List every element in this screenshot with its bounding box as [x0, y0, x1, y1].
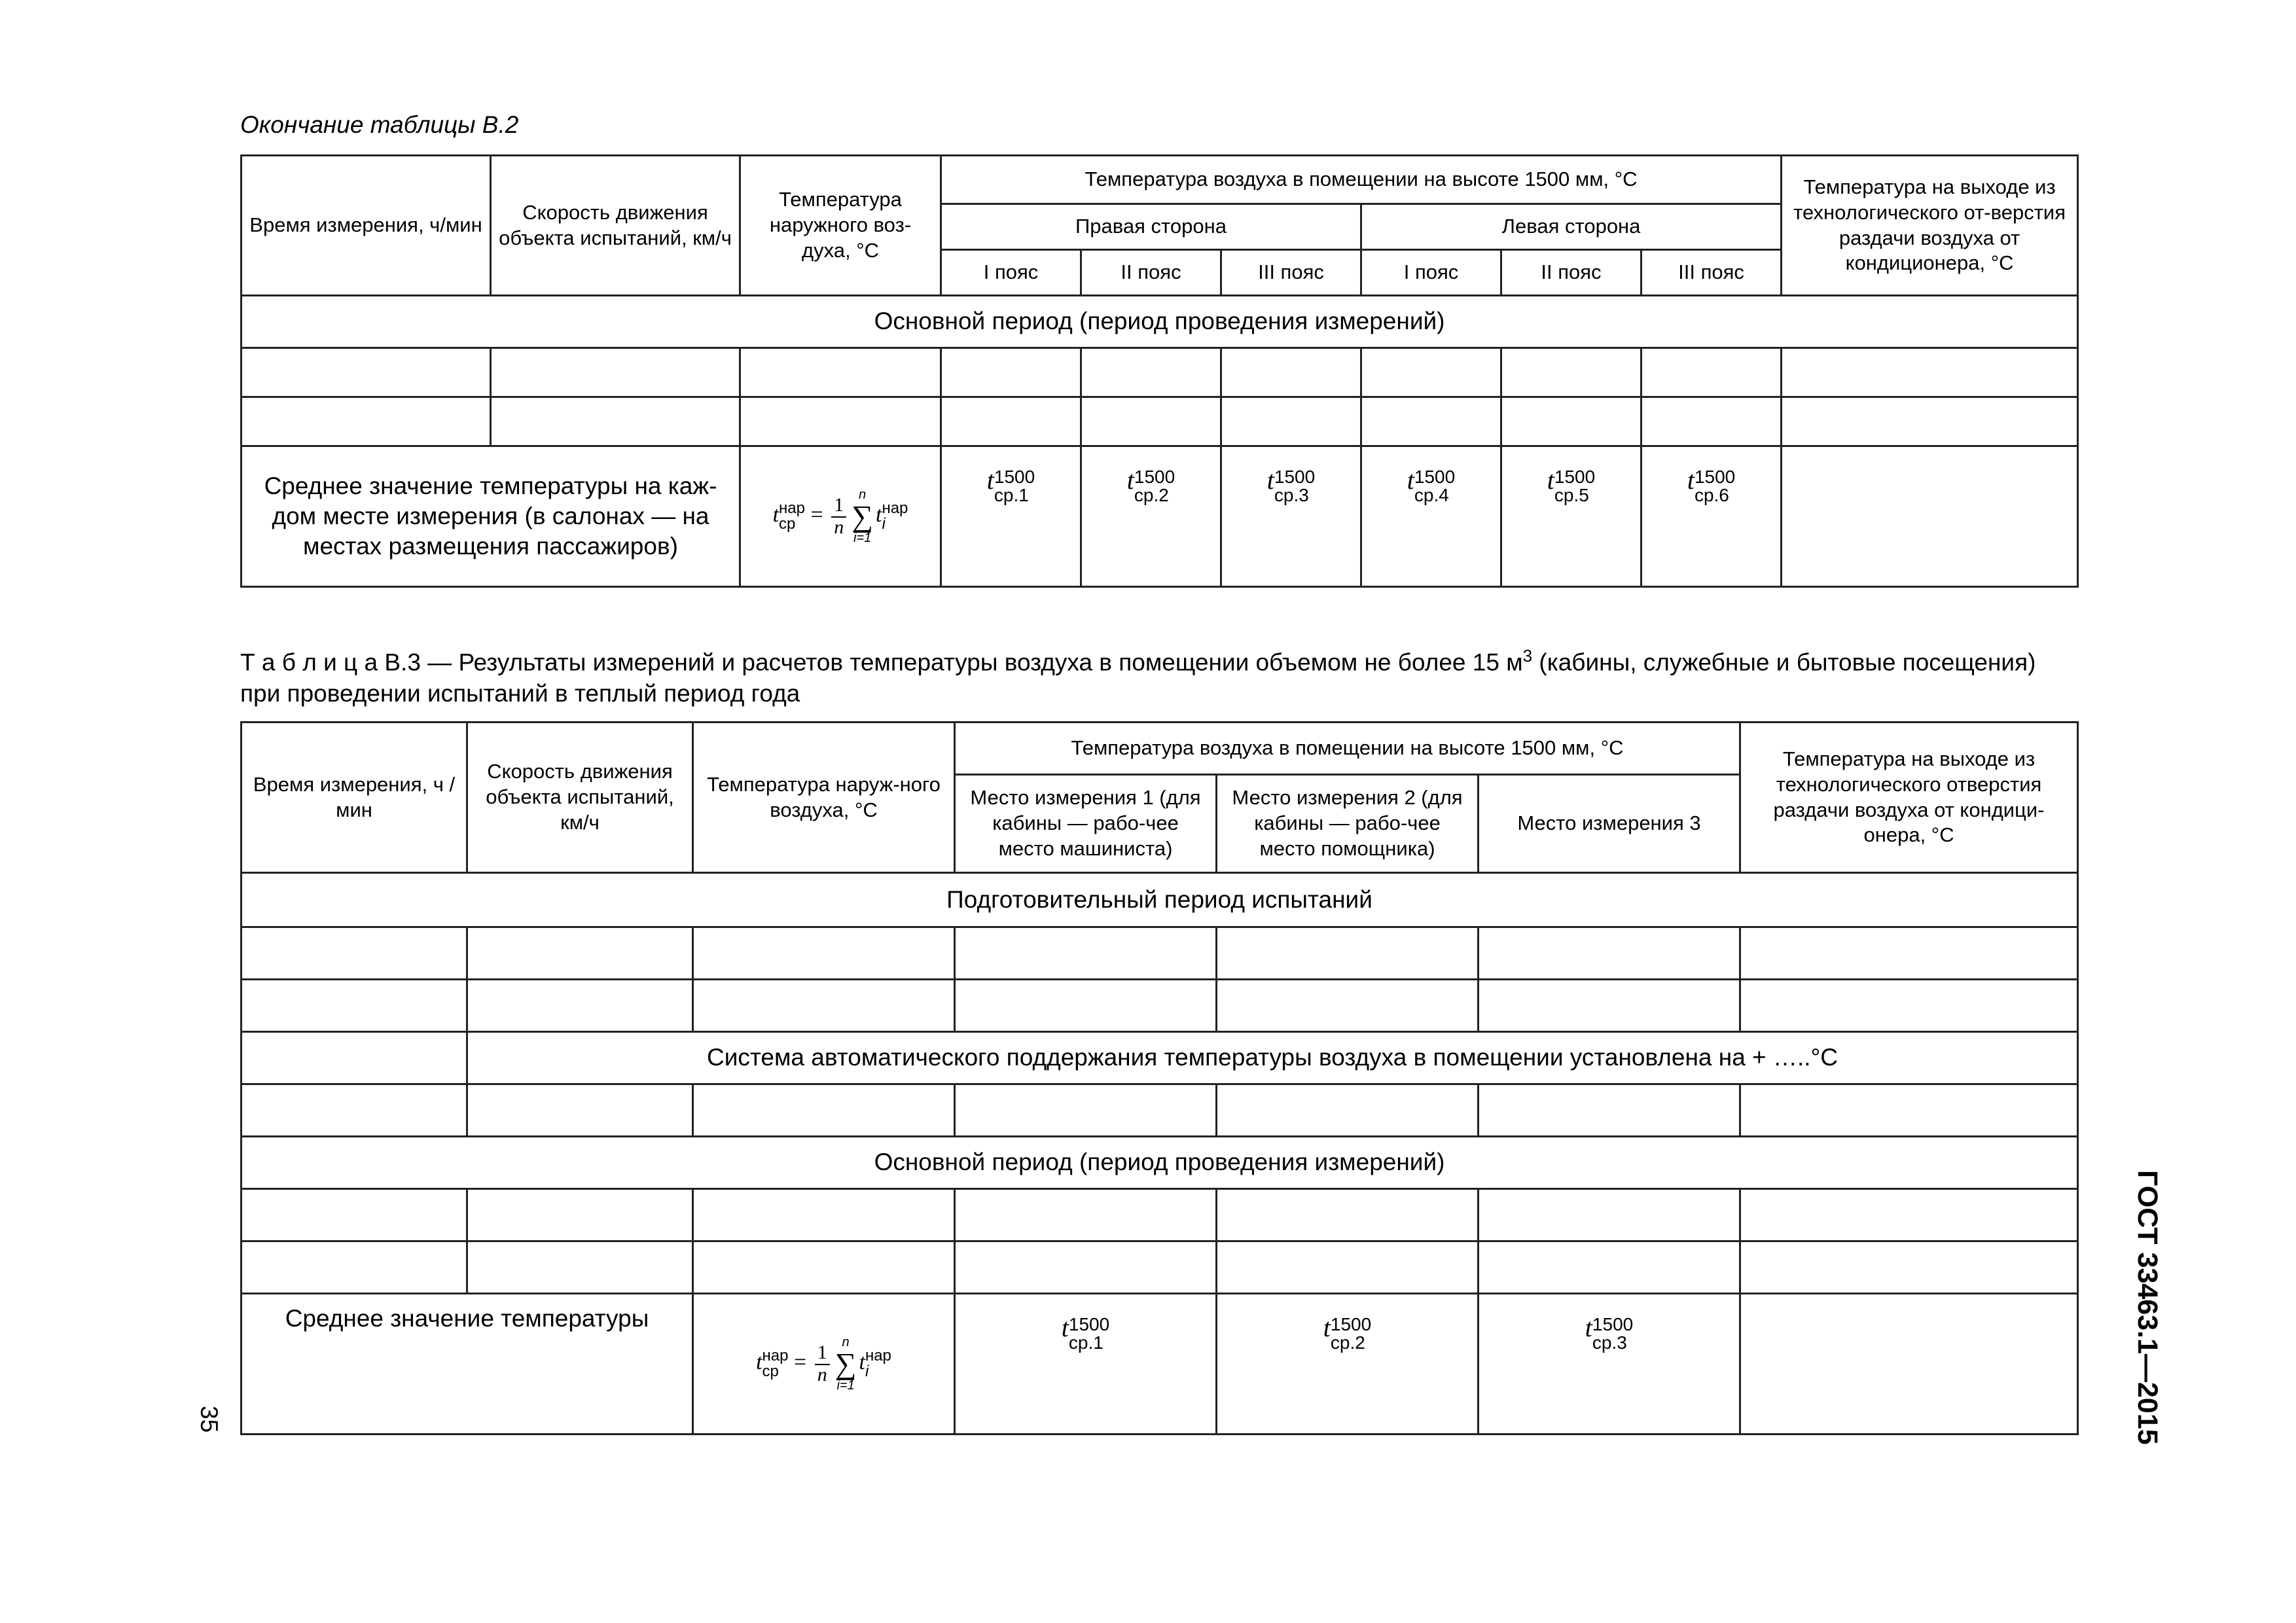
header-place-3: Место измерения 3	[1479, 775, 1740, 873]
header-time: Время измерения, ч/мин	[242, 156, 491, 296]
avg-mark-1: t 1500 ср.1	[941, 446, 1081, 587]
avg-mark-1: t 1500 ср.1	[955, 1294, 1217, 1435]
average-formula: t нар ср = $\frac{1}{n}$ n ∑ i=1 t нар i	[740, 446, 941, 587]
avg-mark-2: t 1500 ср.2	[1217, 1294, 1479, 1435]
average-formula: t нар ср = $\frac{1}{n}$ n ∑ i=1 t нар i	[693, 1294, 955, 1435]
header-belt: III пояс	[1641, 250, 1782, 296]
continuation-caption: Окончание таблицы В.2	[240, 111, 519, 138]
header-left-side: Левая сторона	[1361, 204, 1782, 250]
section-main-period: Основной период (период проведения измерений)	[242, 296, 2078, 348]
header-belt: I пояс	[941, 250, 1081, 296]
header-belt: III пояс	[1221, 250, 1361, 296]
header-belt: I пояс	[1361, 250, 1501, 296]
table-row	[242, 980, 2078, 1032]
header-time: Время измерения, ч /мин	[242, 722, 467, 873]
header-speed: Скорость движения объекта испытаний, км/ч	[467, 722, 693, 873]
section-main-period: Основной период (период проведения измерений)	[242, 1137, 2078, 1189]
header-belt: II пояс	[1081, 250, 1221, 296]
header-outside-temp: Температура наруж-ного воздуха, °С	[693, 722, 955, 873]
avg-mark-2: t 1500 ср.2	[1081, 446, 1221, 587]
avg-mark-3: t 1500 ср.3	[1221, 446, 1361, 587]
header-outside-temp: Температура наружного воз-духа, °С	[740, 156, 941, 296]
auto-system-note: Система автоматического поддержания температуры воздуха в помещении установлена на + …..°С	[467, 1032, 2078, 1084]
header-outlet-temp: Температура на выходе из технологического от-верстия раздачи воздуха от кондиционера, °С	[1782, 156, 2078, 296]
header-room-temp: Температура воздуха в помещении на высоте 1500 мм, °С	[941, 156, 1782, 204]
header-speed: Скорость движения объекта испытаний, км/ч	[491, 156, 740, 296]
table-b2	[240, 154, 2079, 588]
table-row	[242, 348, 2078, 397]
section-prep-period: Подготовительный период испытаний	[242, 873, 2078, 927]
avg-mark-6: t 1500 ср.6	[1641, 446, 1782, 587]
header-outlet-temp: Температура на выходе из технологического отверстия раздачи воздуха от кондици-онера, °С	[1740, 722, 2078, 873]
header-room-temp: Температура воздуха в помещении на высоте 1500 мм, °С	[955, 722, 1740, 775]
header-right-side: Правая сторона	[941, 204, 1361, 250]
table-b3	[240, 721, 2079, 1435]
page-number: 35	[196, 1406, 223, 1433]
header-belt: II пояс	[1501, 250, 1641, 296]
table-row	[242, 1084, 2078, 1137]
table-b3-caption: Т а б л и ц а В.3 — Результаты измерений и расчетов температуры воздуха в помещении объемом не более 15 $м^3$ (кабины, служебные и бытовые посещения) при проведении испытаний в теплый период года	[240, 646, 2036, 707]
table-row	[242, 397, 2078, 446]
table-row	[242, 927, 2078, 980]
avg-mark-3: t 1500 ср.3	[1479, 1294, 1740, 1435]
average-label: Среднее значение температуры	[242, 1294, 693, 1435]
table-row	[242, 1241, 2078, 1294]
average-label: Среднее значение температуры на каж-дом месте измерения (в салонах — на местах размещения пассажиров)	[242, 446, 740, 587]
avg-mark-4: t 1500 ср.4	[1361, 446, 1501, 587]
header-place-1: Место измерения 1 (для кабины — рабо-чее место машиниста)	[955, 775, 1217, 873]
table-row	[242, 1189, 2078, 1241]
standard-designation: ГОСТ 33463.1—2015	[2132, 1170, 2163, 1445]
header-place-2: Место измерения 2 (для кабины — рабо-чее место помощника)	[1217, 775, 1479, 873]
avg-mark-5: t 1500 ср.5	[1501, 446, 1641, 587]
